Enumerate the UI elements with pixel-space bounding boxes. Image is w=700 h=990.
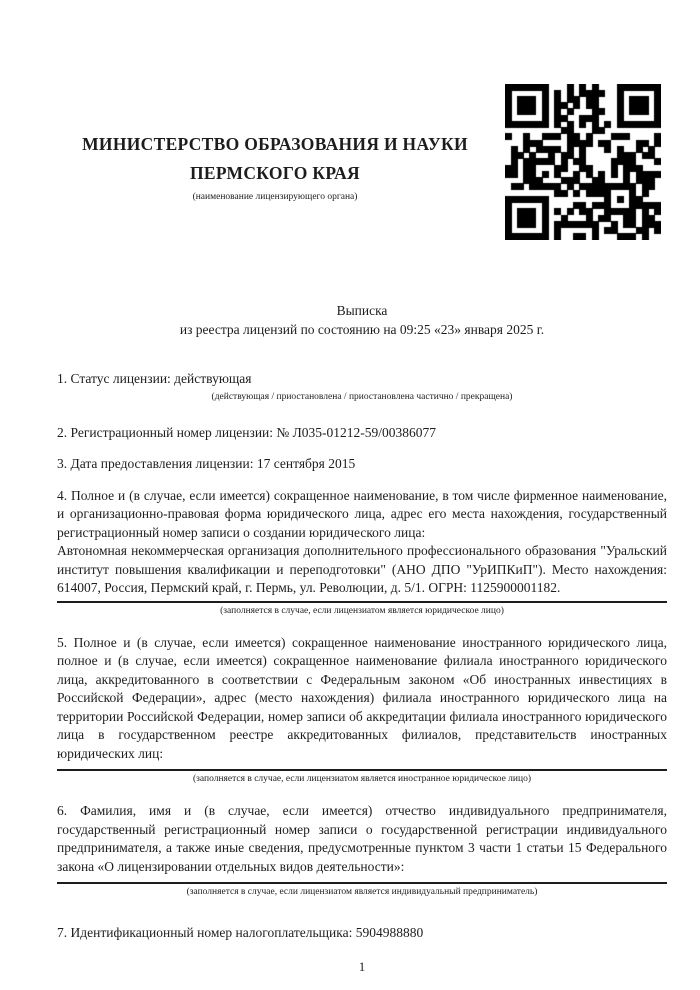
item-6-entrepreneur-label: 6. Фамилия, имя и (в случае, если имеется) отчество индивидуального предпринимателя, государственный регистрационный номер записи о государственной регистрации индивидуального предпринимателя, а также иные сведения, предусмотренные пунктом 3 части 1 статьи 15 Федерального закона «О лицензировании отдельных видов деятельности»: <box>57 803 667 874</box>
issuer-header <box>57 130 493 203</box>
qr-code-icon <box>505 84 661 240</box>
item-6-caption: (заполняется в случае, если лицензиатом является индивидуальный предприниматель) <box>186 887 538 897</box>
item-4-legal-entity-value: Автономная некоммерческая организация дополнительного профессионального образования "Уральский институт повышения квалификации и переподготовки" (АНО ДПО "УрИПКиП"). Место нахождения: 614007, Россия, Пермский край, г. Пермь, ул. Революции, д. 5/1. ОГРН: 1125900001182. <box>57 543 667 595</box>
item-1-caption: (действующая / приостановлена / приостановлена частично / прекращена) <box>211 391 513 402</box>
item-4-caption: (заполняется в случае, если лицензиатом является юридическое лицо) <box>220 605 504 616</box>
issuer-name-line2: ПЕРМСКОГО КРАЯ <box>190 163 360 183</box>
issuer-caption: (наименование лицензирующего органа) <box>192 192 358 202</box>
item-4-legal-entity-label: 4. Полное и (в случае, если имеется) сокращенное наименование, в том числе фирменное наименование, и организационно-правовая форма юридического лица, адрес его места нахождения, государственный регистрационный номер записи о создании юридического лица: <box>57 487 667 540</box>
item-5-foreign-entity-label: 5. Полное и (в случае, если имеется) сокращенное наименование иностранного юридического лица, полное и (в случае, если имеется) сокращенное наименование филиала иностранного юридического лица, аккредитованного в соответствии с Федеральным законом «Об иностранных инвестициях в Российской Федерации», адрес (место нахождения) филиала иностранного юридического лица на территории Российской Федерации, номер записи об аккредитации филиала иностранного юридического лица в государственном реестре аккредитованных филиалов, представительств иностранных юридических лиц: <box>57 634 667 761</box>
item-1-license-status: 1. Статус лицензии: действующая <box>57 371 252 386</box>
document-subtitle: из реестра лицензий по состоянию на 09:25 «23» января 2025 г. <box>179 321 545 337</box>
item-3-grant-date: 3. Дата предоставления лицензии: 17 сентября 2015 <box>57 456 356 471</box>
fill-line-legal-entity <box>57 601 667 603</box>
issuer-name <box>57 130 493 188</box>
issuer-name-line1: МИНИСТЕРСТВО ОБРАЗОВАНИЯ И НАУКИ <box>82 134 468 154</box>
item-7-taxpayer-number: 7. Идентификационный номер налогоплательщика: 5904988880 <box>57 925 424 940</box>
item-2-registration-number: 2. Регистрационный номер лицензии: № Л035-01212-59/00386077 <box>57 424 437 440</box>
document-heading <box>57 302 667 339</box>
fill-line-entrepreneur <box>57 882 667 884</box>
item-5-caption: (заполняется в случае, если лицензиатом является иностранное юридическое лицо) <box>193 774 531 784</box>
fill-line-foreign-entity <box>57 769 667 771</box>
document-title: Выписка <box>336 303 388 318</box>
page-number: 1 <box>358 958 366 974</box>
